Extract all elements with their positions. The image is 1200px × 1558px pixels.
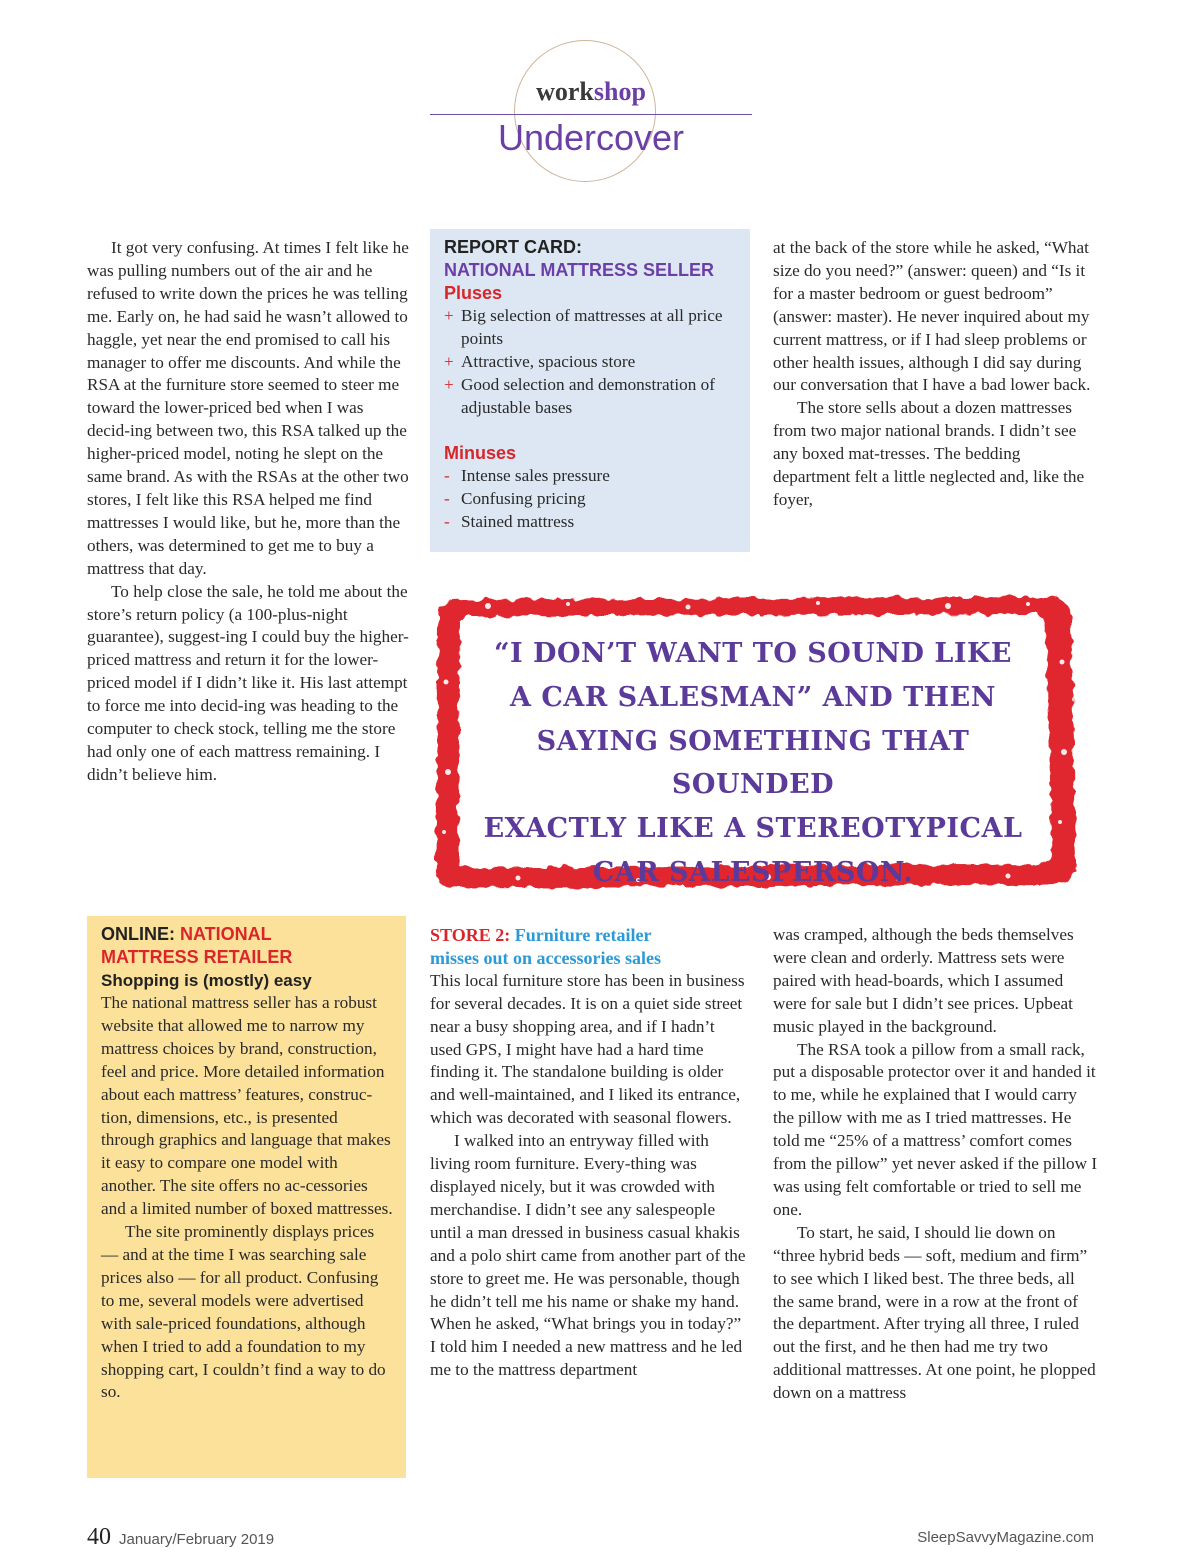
- store2-title-line2: misses out on accessories sales: [430, 947, 661, 968]
- paragraph: I walked into an entryway filled with living room furniture. Every-thing was displayed nicely, but it was crowded with merchandise. I didn’t see any salespeople until a man dressed in business casual khakis and a polo shirt came from another part of the store to greet me. He was personable, though he didn’t tell me his name or shake my hand. When he asked, “What brings you in today?” I told him I needed a new mattress and he led me to the mattress department: [430, 1131, 746, 1380]
- store2-label: STORE 2:: [430, 925, 511, 945]
- minus-text: Confusing pricing: [461, 489, 586, 509]
- pluses-list: [444, 305, 740, 420]
- left-column-text: [87, 237, 409, 787]
- pluses-heading: Pluses: [444, 283, 503, 303]
- workshop-part1: work: [536, 77, 594, 106]
- online-title-prefix: ONLINE:: [101, 924, 175, 944]
- online-title-line1: NATIONAL: [180, 924, 272, 944]
- list-item: [444, 488, 740, 511]
- list-item: [444, 511, 740, 534]
- masthead-rule: [430, 114, 752, 115]
- quote-line: SAYING SOMETHING THAT SOUNDED: [536, 725, 970, 801]
- online-sidebar: [87, 916, 406, 1478]
- paragraph: To start, he said, I should lie down on “three hybrid beds — soft, medium and firm” to see which I liked best. The three beds, all the same brand, were in a row at the front of the department. After trying all three, I ruled out the first, and he then had me try two additional mattresses. At one point, he plopped down on a mattress: [773, 1222, 1096, 1403]
- footer-site: SleepSavvyMagazine.com: [917, 1529, 1094, 1546]
- report-card-subtitle: NATIONAL MATTRESS SELLER: [444, 260, 714, 280]
- minus-text: Stained mattress: [461, 512, 575, 532]
- report-card-box: [430, 229, 750, 552]
- online-body: [101, 992, 394, 1404]
- online-title-line2: MATTRESS RETAILER: [101, 947, 293, 967]
- page-number: 40: [87, 1524, 111, 1550]
- report-card-title: REPORT CARD:: [444, 237, 582, 257]
- paragraph: at the back of the store while he asked, “What size do you need?” (answer: queen) and “Is it for a master bedroom or guest bedroom” (answer: master). He never inquired about my current mattress, or if I had sleep problems or other health issues, although I did say during our conversation that I have a bad lower back.: [773, 238, 1091, 395]
- right-column-text: [773, 237, 1098, 512]
- pull-quote: [428, 592, 1078, 892]
- store2-column: [430, 924, 750, 1382]
- minus-icon: -: [444, 466, 450, 486]
- list-item: [444, 351, 740, 374]
- quote-line: A CAR SALESMAN” AND THEN: [510, 681, 996, 713]
- quote-line: CAR SALESPERSON.: [592, 856, 914, 888]
- quote-line: “I DON’T WANT TO SOUND LIKE: [493, 638, 1012, 669]
- masthead-circle: [514, 40, 656, 182]
- workshop-part2: shop: [593, 77, 646, 106]
- plus-icon: +: [444, 374, 454, 394]
- online-title: [101, 923, 394, 969]
- minus-icon: -: [444, 489, 450, 509]
- paragraph: was cramped, although the beds themselves were clean and orderly. Mattress sets were paired with head-boards, which I assumed were for sale but I didn’t see prices. Upbeat music played in the background.: [773, 925, 1074, 1036]
- paragraph: The site prominently displays prices — and at the time I was searching sale prices also — for all product. Confusing to me, several models were advertised with sale-priced foundations, although when I tried to add a foundation to my shopping cart, I couldn’t find a way to do so.: [101, 1222, 386, 1402]
- store2-title-line1: Furniture retailer: [514, 925, 652, 945]
- quote-line: EXACTLY LIKE A STEREOTYPICAL: [483, 813, 1023, 845]
- paragraph: The RSA took a pillow from a small rack, put a disposable protector over it and handed it to me, while he explained that I would carry the pillow with me as I tried mattresses. He told me “25% of a mattress’ comfort comes from the pillow” yet never asked if the pillow I was using felt comfortable or tried to sell me one.: [773, 1039, 1098, 1219]
- plus-text: Good selection and demonstration of adjustable bases: [461, 374, 715, 417]
- store2-heading: [430, 924, 750, 970]
- paragraph: It got very confusing. At times I felt like he was pulling numbers out of the air and he refused to write down the prices he was telling me. Early on, he had said he wasn’t allowed to haggle, yet near the end promised to call his manager to offer me discounts. And while the RSA at the furniture store seemed to steer me toward the lower-priced bed when I was decid-ing between two, this RSA talked up the higher-priced model, noting he slept on the same brand. As with the RSAs at the other two stores, I felt like this RSA helped me find mattresses I would like, but he, more than the others, was determined to get me to buy a mattress that day.: [87, 238, 409, 578]
- paragraph: The store sells about a dozen mattresses from two major national brands. I didn’t see any boxed mat-tresses. The bedding department felt a little neglected and, like the foyer,: [773, 398, 1085, 509]
- list-item: [444, 374, 740, 420]
- right-column-bottom-text: [773, 924, 1098, 1405]
- online-subtitle: Shopping is (mostly) easy: [101, 971, 312, 990]
- spacer: [444, 420, 740, 443]
- paragraph: To help close the sale, he told me about the store’s return policy (a 100-plus-night guarantee), suggest-ing I could buy the higher-priced mattress and return it for the lower-priced model if I didn’t like it. His last attempt to force me into decid-ing was heading to the computer to check stock, telling me the store had only one of each mattress remaining. I didn’t believe him.: [87, 581, 409, 784]
- footer-folio: [87, 1522, 274, 1555]
- paragraph: This local furniture store has been in business for several decades. It is on a quiet side street near a busy shopping area, and if I hadn’t used GPS, I might have had a hard time finding it. The standalone building is older and well-maintained, and I liked its entrance, which was decorated with seasonal flowers.: [430, 970, 745, 1128]
- issue-date: January/February 2019: [119, 1531, 275, 1548]
- list-item: [444, 305, 740, 351]
- plus-icon: +: [444, 351, 454, 371]
- paragraph: The national mattress seller has a robust website that allowed me to narrow my mattress choices by brand, construction, feel and price. More detailed information about each mattress’ features, construc-tion, dimensions, etc., is presented through graphics and language that makes it easy to compare one model with another. The site offers no ac-cessories and a limited number of boxed mattresses.: [101, 993, 393, 1219]
- section-label-workshop: [430, 76, 752, 108]
- pull-quote-text: [468, 632, 1038, 895]
- list-item: [444, 465, 740, 488]
- plus-text: Big selection of mattresses at all price points: [461, 306, 723, 348]
- minus-icon: -: [444, 512, 450, 532]
- plus-text: Attractive, spacious store: [461, 351, 636, 371]
- minus-text: Intense sales pressure: [461, 466, 610, 486]
- section-title: Undercover: [497, 117, 685, 158]
- minuses-heading: Minuses: [444, 443, 517, 464]
- minuses-list: [444, 465, 740, 534]
- plus-icon: +: [444, 306, 454, 325]
